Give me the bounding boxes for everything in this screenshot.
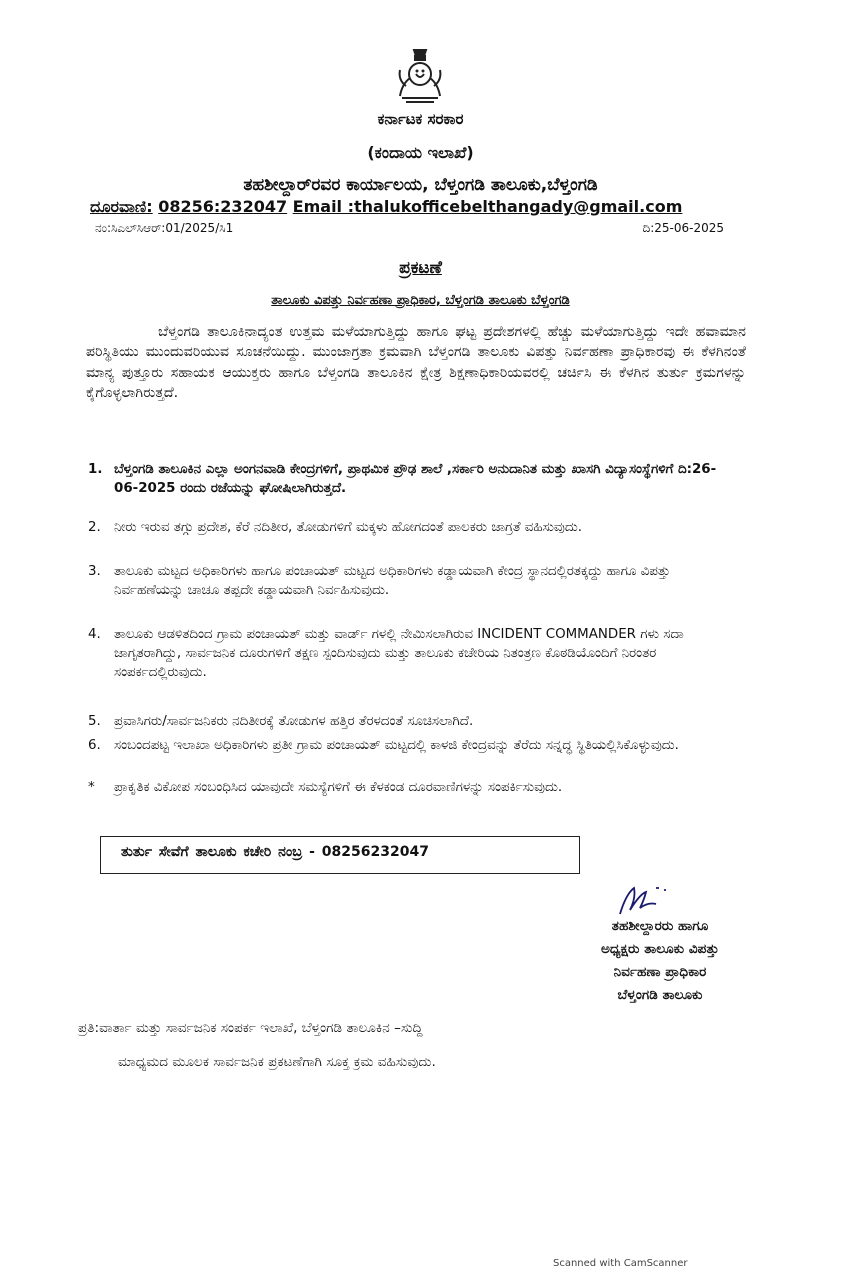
item-bullet: * <box>88 780 95 795</box>
list-item <box>88 778 738 797</box>
item-number: 4. <box>88 627 101 642</box>
contact-line <box>90 197 682 217</box>
item-number: 5. <box>88 714 101 729</box>
department-name: (ಕಂದಾಯ ಇಲಾಖೆ) <box>367 143 474 162</box>
item-text: ತಾಲೂಕು ಆಡಳಿತದಿಂದ ಗ್ರಾಮ ಪಂಚಾಯತ್ ಮತ್ತು ವಾರ್ಡ್ ಗಳಲ್ಲಿ ನೇಮಿಸಲಾಗಿರುವ INCIDENT COMMANDER ಗಳು ಸದಾ ಜಾಗೃತರಾಗಿದ್ದು, ಸಾರ್ವಜನಿಕ ದೂರುಗಳಿಗೆ ತಕ್ಷಣ ಸ್ಪಂದಿಸುವುದು ಮತ್ತು ತಾಲೂಕು ಕಚೇರಿಯ ನಿತಂತ್ರಣ ಕೊಠಡಿಯೊಂದಿಗೆ ನಿರಂತರ ಸಂಪರ್ಕದಲ್ಲಿರುವುದು. <box>114 627 684 680</box>
office-name: ತಹಶೀಲ್ದಾರ್‌ರವರ ಕಾರ್ಯಾಲಯ, ಬೆಳ್ತಂಗಡಿ ತಾಲೂಕು,ಬೆಳ್ತಂಗಡಿ <box>243 175 598 195</box>
email-address[interactable]: thalukofficebelthangady@gmail.com <box>354 197 683 216</box>
emergency-number-box <box>100 836 580 874</box>
item-text: ಬೆಳ್ತಂಗಡಿ ತಾಲೂಕಿನ ಎಲ್ಲಾ ಅಂಗನವಾಡಿ ಕೇಂದ್ರಗಳಿಗೆ, ಪ್ರಾಥಮಿಕ ಪ್ರೌಢ ಶಾಲೆ ,ಸರ್ಕಾರಿ ಅನುದಾನಿತ ಮತ್ತು ಖಾಸಗಿ ವಿದ್ಯಾಸಂಸ್ಥೆಗಳಿಗೆ ದಿ:26-06-2025 ರಂದು ರಜೆಯನ್ನು ಘೋಷಿಲಾಗಿರುತ್ತದೆ. <box>114 462 717 496</box>
email-label: Email : <box>292 197 355 216</box>
item-text: ಪ್ರಾಕೃತಿಕ ವಿಕೋಪ ಸಂಬಂಧಿಸಿದ ಯಾವುದೇ ಸಮಸ್ಯೆಗಳಿಗೆ ಈ ಕೆಳಕಂಡ ದೂರವಾಣಿಗಳನ್ನು ಸಂಪರ್ಕಿಸುವುದು. <box>114 780 563 795</box>
signatory-line-2: ಅಧ್ಯಕ್ಷರು ತಾಲೂಕು ವಿಪತ್ತು <box>600 941 720 957</box>
intro-text: ಬೆಳ್ತಂಗಡಿ ತಾಲೂಕಿನಾದ್ಯಂತ ಉತ್ತಮ ಮಳೆಯಾಗುತ್ತಿದ್ದು ಹಾಗೂ ಘಟ್ಟ ಪ್ರದೇಶಗಳಲ್ಲಿ ಹೆಚ್ಚು ಮಳೆಯಾಗುತ್ತಿದ್ದು ಇದೇ ಹವಾಮಾನ ಪರಿಸ್ಥಿತಿಯು ಮುಂದುವರಿಯುವ ಸೂಚನೆಯಿದ್ದು. ಮುಂಜಾಗ್ರತಾ ಕ್ರಮವಾಗಿ ಬೆಳ್ತಂಗಡಿ ತಾಲೂಕು ವಿಪತ್ತು ನಿರ್ವಹಣಾ ಪ್ರಾಧಿಕಾರವು ಈ ಕೆಳಗಿನಂತೆ ಮಾನ್ಯ ಪುತ್ತೂರು ಸಹಾಯಕ ಆಯುಕ್ತರು ಹಾಗೂ ಬೆಳ್ತಂಗಡಿ ತಾಲೂಕಿನ ಕ್ಷೇತ್ರ ಶಿಕ್ಷಣಾಧಿಕಾರಿಯವರಲ್ಲಿ ಚರ್ಚಿಸಿ ಈ ಕೆಳಗಿನ ತುರ್ತು ಕ್ರಮಗಳನ್ನು ಕೈಗೊಳ್ಳಲಾಗಿರುತ್ತದೆ. <box>86 324 746 401</box>
emergency-number: - 08256232047 <box>309 844 429 860</box>
copy-to-line-1: ಪ್ರತಿ:ವಾರ್ತಾ ಮತ್ತು ಸಾರ್ವಜನಿಕ ಸಂಪರ್ಕ ಇಲಾಖೆ, ಬೆಳ್ತಂಗಡಿ ತಾಲೂಕಿನ –ಸುದ್ದಿ <box>78 1020 423 1036</box>
list-item <box>88 736 738 755</box>
notice-date: ದಿ:25-06-2025 <box>642 221 724 235</box>
item-text: ಪ್ರವಾಸಿಗರು/ಸಾರ್ವಜನಿಕರು ನದಿತೀರಕ್ಕೆ ತೋಡುಗಳ ಹತ್ತಿರ ತೆರಳದಂತೆ ಸೂಚಿಸಲಾಗಿದೆ. <box>114 714 474 729</box>
phone-number: 08256:232047 <box>158 197 288 216</box>
emergency-label: ತುರ್ತು ಸೇವೆಗೆ ತಾಲೂಕು ಕಚೇರಿ ನಂಬ್ರ <box>121 844 303 860</box>
phone-label: ದೂರವಾಣಿ: <box>90 197 153 216</box>
item-number: 1. <box>88 462 103 477</box>
item-text: ಸಂಬಂದಪಟ್ಟ ಇಲಾಖಾ ಅಧಿಕಾರಿಗಳು ಪ್ರತೀ ಗ್ರಾಮ ಪಂಚಾಯತ್ ಮಟ್ಟದಲ್ಲಿ ಕಾಳಜಿ ಕೇಂದ್ರವನ್ನು ತೆರೆದು ಸನ್ನದ್ಧ ಸ್ಥಿತಿಯಲ್ಲಿಸಿಕೊಳ್ಳುವುದು. <box>114 738 679 753</box>
karnataka-emblem-icon <box>388 44 452 108</box>
item-number: 6. <box>88 738 101 753</box>
government-name: ಕರ್ನಾಟಕ ಸರಕಾರ <box>377 110 464 128</box>
list-item <box>88 518 738 537</box>
signatory-line-3: ನಿರ್ವಹಣಾ ಪ್ರಾಧಿಕಾರ <box>613 964 707 980</box>
notice-subject: ತಾಲೂಕು ವಿಪತ್ತು ನಿರ್ವಹಣಾ ಪ್ರಾಧಿಕಾರ, ಬೆಳ್ತಂಗಡಿ ತಾಲೂಕು ಬೆಳ್ತಂಗಡಿ <box>271 293 570 308</box>
reference-number: ನಂ:ಸಿಎಲ್‌ಸಿಆರ್:01/2025/ಸಿ1 <box>95 221 234 235</box>
handwritten-signature <box>612 880 682 920</box>
intro-paragraph <box>86 322 746 403</box>
item-text: ತಾಲೂಕು ಮಟ್ಟದ ಅಧಿಕಾರಿಗಳು ಹಾಗೂ ಪಂಚಾಯತ್ ಮಟ್ಟದ ಅಧಿಕಾರಿಗಳು ಕಡ್ಡಾಯವಾಗಿ ಕೇಂದ್ರ ಸ್ಥಾನದಲ್ಲಿರತಕ್ಕದ್ದು ಹಾಗೂ ವಿಪತ್ತು ನಿರ್ವಹಣೆಯನ್ನು ಚಾಚೂ ತಪ್ಪದೇ ಕಡ್ಡಾಯವಾಗಿ ನಿರ್ವಹಿಸುವುದು. <box>114 564 671 598</box>
notice-title: ಪ್ರಕಟಣೆ <box>399 258 442 278</box>
list-item <box>88 712 738 731</box>
copy-to-line-2: ಮಾಧ್ಯಮದ ಮೂಲಕ ಸಾರ್ವಜನಿಕ ಪ್ರಕಟಣೆಗಾಗಿ ಸೂಕ್ತ ಕ್ರಮ ವಹಿಸುವುದು. <box>118 1054 436 1070</box>
item-number: 2. <box>88 520 101 535</box>
list-item <box>88 625 738 682</box>
signatory-line-1: ತಹಶೀಲ್ದಾರರು ಹಾಗೂ <box>611 918 709 934</box>
list-item <box>88 562 738 600</box>
item-number: 3. <box>88 564 101 579</box>
list-item <box>88 460 738 498</box>
item-text: ನೀರು ಇರುವ ತಗ್ಗು ಪ್ರದೇಶ, ಕೆರೆ ನದಿತೀರ, ತೋಡುಗಳಿಗೆ ಮಕ್ಕಳು ಹೋಗದಂತೆ ಪಾಲಕರು ಜಾಗ್ರತೆ ವಹಿಸುವುದು. <box>114 520 582 535</box>
signatory-line-4: ಬೆಳ್ತಂಗಡಿ ತಾಲೂಕು <box>617 987 703 1003</box>
scanner-watermark: Scanned with CamScanner <box>553 1258 688 1269</box>
